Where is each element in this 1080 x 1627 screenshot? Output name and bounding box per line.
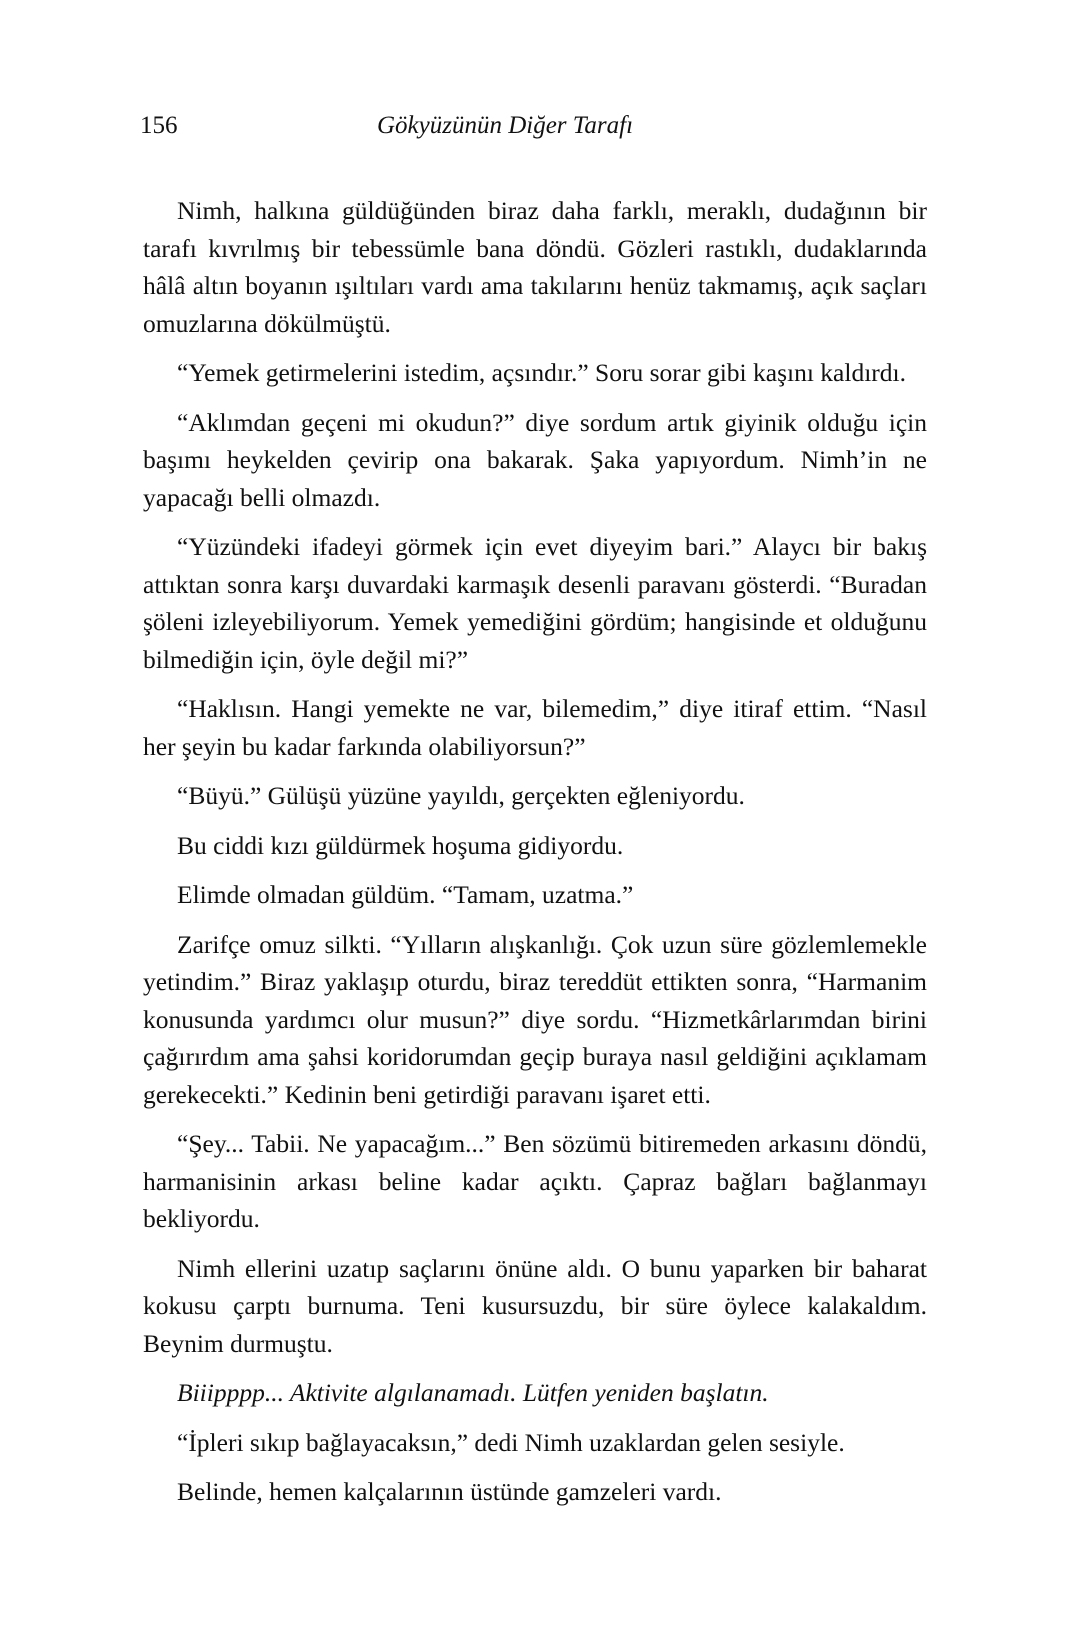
page-number: 156	[140, 112, 178, 139]
paragraph: Nimh ellerini uzatıp saçlarını önüne aldı. O bunu yaparken bir baharat kokusu çarptı burnuma. Teni kusursuzdu, bir süre öylece kalakaldım. Beynim durmuştu.	[143, 1253, 927, 1358]
paragraph: “Haklısın. Hangi yemekte ne var, bilemedim,” diye itiraf ettim. “Nasıl her şeyin bu kadar farkında olabiliyorsun?”	[143, 694, 927, 761]
paragraph: Zarifçe omuz silkti. “Yılların alışkanlığı. Çok uzun süre gözlemlemekle yetindim.” Biraz yaklaşıp oturdu, biraz tereddüt ettikten sonra, “Harmanim konusunda yardımcı olur musun?” diye sordu. “Hizmetkârlarımdan birini çağırırdım ama şahsi koridorumdan geçip buraya nasıl geldiğini açıklamam gerekecekti.” Kedinin beni getirdiği paravanı işaret etti.	[143, 929, 927, 1109]
paragraph: “Yüzündeki ifadeyi görmek için evet diyeyim bari.” Alaycı bir bakış attıktan sonra karşı duvardaki karmaşık desenli paravanı gösterdi. “Buradan şöleni izleyebiliyorum. Yemek yemediğini gördüm; hangisinde et olduğunu bilmediğin için, öyle değil mi?”	[143, 532, 927, 674]
book-title: Gökyüzünün Diğer Tarafı	[376, 112, 634, 139]
paragraph: “Aklımdan geçeni mi okudun?” diye sordum artık giyinik olduğu için başımı heykelden çevirip ona bakarak. Şaka yapıyordum. Nimh’in ne yapacağı belli olmazdı.	[143, 407, 927, 512]
italic-system-message: Biiipppp... Aktivite algılanamadı. Lütfen yeniden başlatın.	[177, 1378, 769, 1407]
paragraph: “Şey... Tabii. Ne yapacağım...” Ben sözümü bitiremeden arkasını döndü, harmanisinin arkası beline kadar açıktı. Çapraz bağları bağlanmayı bekliyordu.	[143, 1129, 927, 1233]
paragraph: “Büyü.” Gülüşü yüzüne yayıldı, gerçekten eğleniyordu.	[177, 781, 745, 810]
paragraph: Nimh, halkına güldüğünden biraz daha farklı, meraklı, dudağının bir tarafı kıvrılmış bir tebessümle bana döndü. Gözleri rastıklı, dudaklarında hâlâ altın boyanın ışıltıları vardı ama takılarını henüz takmamış, açık saçları omuzlarına dökülmüştü.	[143, 196, 927, 338]
paragraph: “Yemek getirmelerini istedim, açsındır.” Soru sorar gibi kaşını kaldırdı.	[177, 358, 906, 387]
body-text	[143, 192, 927, 1523]
paragraph: Belinde, hemen kalçalarının üstünde gamzeleri vardı.	[177, 1477, 722, 1506]
running-head	[140, 112, 940, 146]
paragraph: Elimde olmadan güldüm. “Tamam, uzatma.”	[177, 880, 634, 909]
paragraph: Bu ciddi kızı güldürmek hoşuma gidiyordu.	[177, 830, 624, 860]
paragraph: “İpleri sıkıp bağlayacaksın,” dedi Nimh uzaklardan gelen sesiyle.	[177, 1427, 845, 1457]
